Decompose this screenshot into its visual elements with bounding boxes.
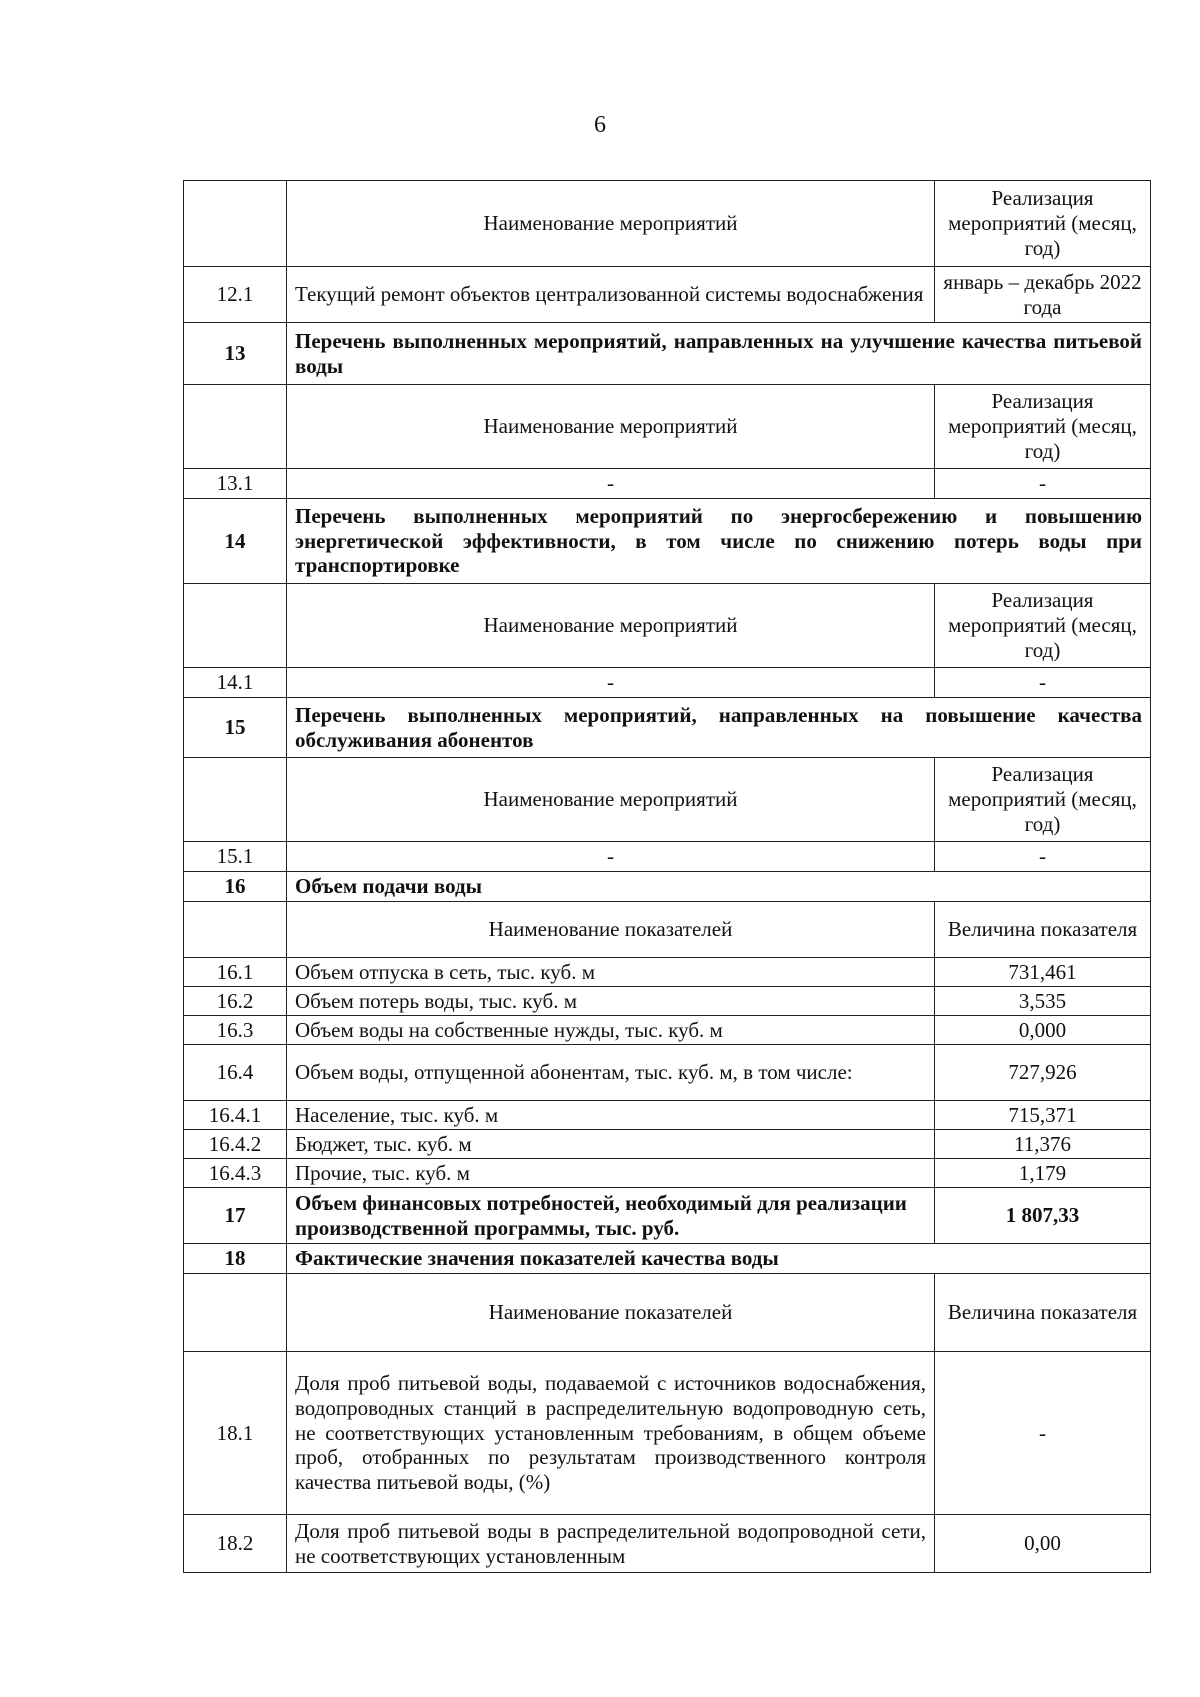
table-row [184, 1352, 1151, 1515]
section-number: 18 [184, 1244, 287, 1274]
row-number: 12.1 [184, 267, 287, 323]
row-value: 1,179 [935, 1159, 1151, 1188]
row-number: 16.2 [184, 987, 287, 1016]
row-number: 16.1 [184, 958, 287, 987]
header-name: Наименование мероприятий [287, 584, 935, 668]
row-text: Объем воды на собственные нужды, тыс. куб. м [287, 1016, 935, 1045]
row-number: 15.1 [184, 842, 287, 872]
table-row [184, 1045, 1151, 1101]
section-title: Перечень выполненных мероприятий, направленных на улучшение качества питьевой воды [287, 323, 1151, 385]
row-number: 18.1 [184, 1352, 287, 1515]
row-value: январь – декабрь 2022 года [935, 267, 1151, 323]
row-value: 731,461 [935, 958, 1151, 987]
header-name: Наименование мероприятий [287, 758, 935, 842]
header-row-14 [184, 584, 1151, 668]
row-text: Бюджет, тыс. куб. м [287, 1130, 935, 1159]
table-row [184, 1130, 1151, 1159]
section-row-13 [184, 323, 1151, 385]
header-row-16 [184, 902, 1151, 958]
header-implementation: Реализация мероприятий (месяц, год) [935, 584, 1151, 668]
row-text: Текущий ремонт объектов централизованной системы водоснабжения [287, 267, 935, 323]
table-row [184, 1016, 1151, 1045]
row-text: Доля проб питьевой воды в распределительной водопроводной сети, не соответствующих установленным [287, 1515, 935, 1573]
table-row [184, 842, 1151, 872]
row-number: 16.4 [184, 1045, 287, 1101]
table-row [184, 668, 1151, 698]
empty-num-cell [184, 758, 287, 842]
row-value: - [935, 469, 1151, 499]
row-text: Объем воды, отпущенной абонентам, тыс. куб. м, в том числе: [287, 1045, 935, 1101]
section-title: Перечень выполненных мероприятий, направленных на повышение качества обслуживания абонентов [287, 698, 1151, 758]
row-value: 727,926 [935, 1045, 1151, 1101]
header-name: Наименование мероприятий [287, 181, 935, 267]
header-name: Наименование показателей [287, 902, 935, 958]
table-row [184, 1515, 1151, 1573]
row-text: - [287, 668, 935, 698]
section-title: Перечень выполненных мероприятий по энергосбережению и повышению энергетической эффективности, в том числе по снижению потерь воды при транспортировке [287, 499, 1151, 584]
row-number: 14.1 [184, 668, 287, 698]
row-value: 715,371 [935, 1101, 1151, 1130]
row-text: Доля проб питьевой воды, подаваемой с источников водоснабжения, водопроводных станций в распределительную водопроводную сеть, не соответствующих установленным требованиям, в общем объеме проб, отобранных по результатам производственного контроля качества питьевой воды, (%) [287, 1352, 935, 1515]
row-value: - [935, 842, 1151, 872]
empty-num-cell [184, 902, 287, 958]
section-number: 16 [184, 872, 287, 902]
header-row-15 [184, 758, 1151, 842]
section-number: 13 [184, 323, 287, 385]
header-name: Наименование мероприятий [287, 385, 935, 469]
section-number: 15 [184, 698, 287, 758]
section-number: 14 [184, 499, 287, 584]
table-row [184, 267, 1151, 323]
row-value: 3,535 [935, 987, 1151, 1016]
header-row-13 [184, 385, 1151, 469]
table-row [184, 469, 1151, 499]
row-value: 0,00 [935, 1515, 1151, 1573]
empty-num-cell [184, 1274, 287, 1352]
row-text: - [287, 469, 935, 499]
row-text: Прочие, тыс. куб. м [287, 1159, 935, 1188]
header-implementation: Реализация мероприятий (месяц, год) [935, 181, 1151, 267]
section-row-15 [184, 698, 1151, 758]
header-implementation: Реализация мероприятий (месяц, год) [935, 758, 1151, 842]
header-value: Величина показателя [935, 902, 1151, 958]
row-text: - [287, 842, 935, 872]
section-title: Фактические значения показателей качества воды [287, 1244, 1151, 1274]
row-number: 13.1 [184, 469, 287, 499]
header-row-18 [184, 1274, 1151, 1352]
table-row [184, 1101, 1151, 1130]
header-implementation: Реализация мероприятий (месяц, год) [935, 385, 1151, 469]
production-program-table [183, 180, 1151, 1573]
row-value: - [935, 668, 1151, 698]
row-text: Объем потерь воды, тыс. куб. м [287, 987, 935, 1016]
header-row-12 [184, 181, 1151, 267]
row-text: Объем финансовых потребностей, необходимый для реализации производственной программы, тыс. руб. [287, 1188, 935, 1244]
section-row-18 [184, 1244, 1151, 1274]
row-value: 0,000 [935, 1016, 1151, 1045]
row-text: Объем отпуска в сеть, тыс. куб. м [287, 958, 935, 987]
row-number: 17 [184, 1188, 287, 1244]
row-number: 16.4.3 [184, 1159, 287, 1188]
row-text: Население, тыс. куб. м [287, 1101, 935, 1130]
section-row-16 [184, 872, 1151, 902]
row-number: 16.3 [184, 1016, 287, 1045]
page-number: 6 [594, 112, 606, 138]
header-value: Величина показателя [935, 1274, 1151, 1352]
row-value: 1 807,33 [935, 1188, 1151, 1244]
table-row [184, 958, 1151, 987]
row-number: 18.2 [184, 1515, 287, 1573]
header-name: Наименование показателей [287, 1274, 935, 1352]
empty-num-cell [184, 181, 287, 267]
row-number: 16.4.1 [184, 1101, 287, 1130]
row-value: 11,376 [935, 1130, 1151, 1159]
row-number: 16.4.2 [184, 1130, 287, 1159]
table-row [184, 987, 1151, 1016]
empty-num-cell [184, 385, 287, 469]
empty-num-cell [184, 584, 287, 668]
section-title: Объем подачи воды [287, 872, 1151, 902]
section-row-14 [184, 499, 1151, 584]
row-value: - [935, 1352, 1151, 1515]
table-row-17 [184, 1188, 1151, 1244]
table-row [184, 1159, 1151, 1188]
